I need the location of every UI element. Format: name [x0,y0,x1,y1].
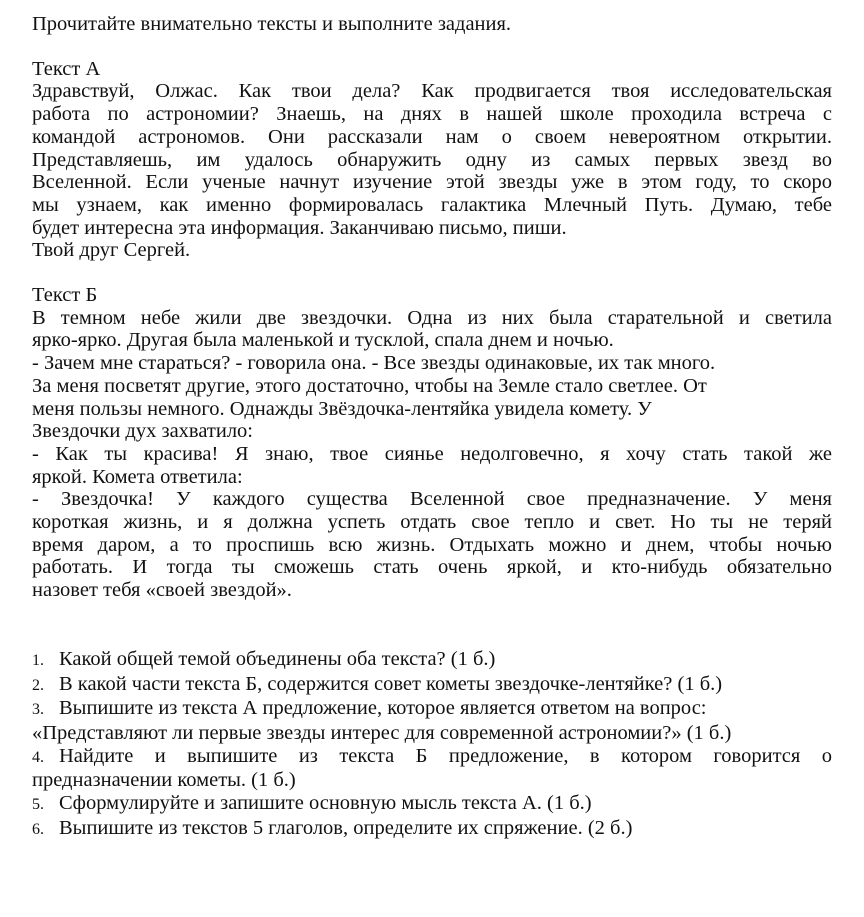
text-a-body [32,80,832,262]
text-b-line: ярко-ярко. Другая была маленькой и тусклой, спала днем и ночью. [32,329,614,352]
task-item-continuation: предназначении кометы. (1 б.) [32,769,296,792]
text-a-line: будет интересна эта информация. Заканчиваю письмо, пиши. [32,216,567,239]
text-b-line: - Зачем мне стараться? - говорила она. - Все звезды одинаковые, их так много. [32,352,716,375]
task-text: Выпишите из текстов 5 глаголов, определите их спряжение. (2 б.) [59,816,633,839]
task-text: Найдите и выпишите из текста Б предложение, в котором говорится о [59,744,832,767]
task-list [32,648,832,842]
instruction-text: Прочитайте внимательно тексты и выполните задания. [32,13,512,35]
text-b-body [32,307,832,602]
text-b-line: работать. И тогда ты сможешь стать очень яркой, и кто-нибудь обязательно [32,556,832,579]
text-b-line: - Как ты красива! Я знаю, твое сиянье недолговечно, я хочу стать такой же [32,442,832,465]
text-a-line: Вселенной. Если ученые начнут изучение этой звезды уже в этом году, то скоро [32,171,832,194]
task-text: Какой общей темой объединены оба текста? (1 б.) [59,647,496,670]
task-item [32,792,832,817]
text-b-line: За меня посветят другие, этого достаточно, чтобы на Земле стало светлее. От [32,374,707,397]
text-a-line: командой астрономов. Они рассказали нам о своем невероятном открытии. [32,125,832,148]
text-b-label: Текст Б [32,284,98,307]
task-item [32,648,832,673]
text-a-signature: Твой друг Сергей. [32,239,191,262]
task-number: 5. [32,796,44,814]
text-b-line: яркой. Комета ответила: [32,465,243,488]
text-b-line: назовет тебя «своей звездой». [32,579,292,602]
spacer [32,602,832,648]
task-item [32,673,832,698]
task-text: Выпишите из текста А предложение, которое является ответом на вопрос: [59,697,707,720]
task-text: Сформулируйте и запишите основную мысль текста А. (1 б.) [59,792,592,815]
text-b-line: Звездочки дух захватило: [32,420,254,443]
task-item [32,745,832,770]
text-a-line: мы узнаем, как именно формировалась галактика Млечный Путь. Думаю, тебе [32,193,832,216]
text-a-line: работа по астрономии? Знаешь, на днях в нашей школе проходила встреча с [32,103,832,126]
spacer [32,36,832,58]
text-b-line: время даром, а то проспишь всю жизнь. Отдыхать можно и днем, чтобы ночью [32,533,832,556]
text-a-line: Здравствуй, Олжас. Как твои дела? Как продвигается твоя исследовательская [32,80,832,103]
task-number: 3. [32,701,44,719]
task-number: 2. [32,676,44,694]
task-number: 4. [32,748,44,766]
text-b-line: В темном небе жили две звездочки. Одна из них была старательной и светила [32,306,832,329]
text-a-label: Текст А [32,57,101,80]
task-number: 6. [32,820,44,838]
task-item [32,697,832,722]
text-a-line: Представляешь, им удалось обнаружить одну из самых первых звезд во [32,148,832,171]
task-item-continuation: «Представляют ли первые звезды интерес для современной астрономии?» (1 б.) [32,721,732,744]
task-item [32,817,832,842]
text-b-line: короткая жизнь, и я должна успеть отдать свое тепло и свет. Но ты не теряй [32,511,832,534]
text-b-line: - Звездочка! У каждого существа Вселенной свое предназначение. У меня [32,488,832,511]
spacer [32,262,832,284]
text-b-line: меня пользы немного. Однажды Звёздочка-лентяйка увидела комету. У [32,397,652,420]
task-text: В какой части текста Б, содержится совет кометы звездочке-лентяйке? (1 б.) [59,672,723,695]
task-number: 1. [32,651,44,669]
